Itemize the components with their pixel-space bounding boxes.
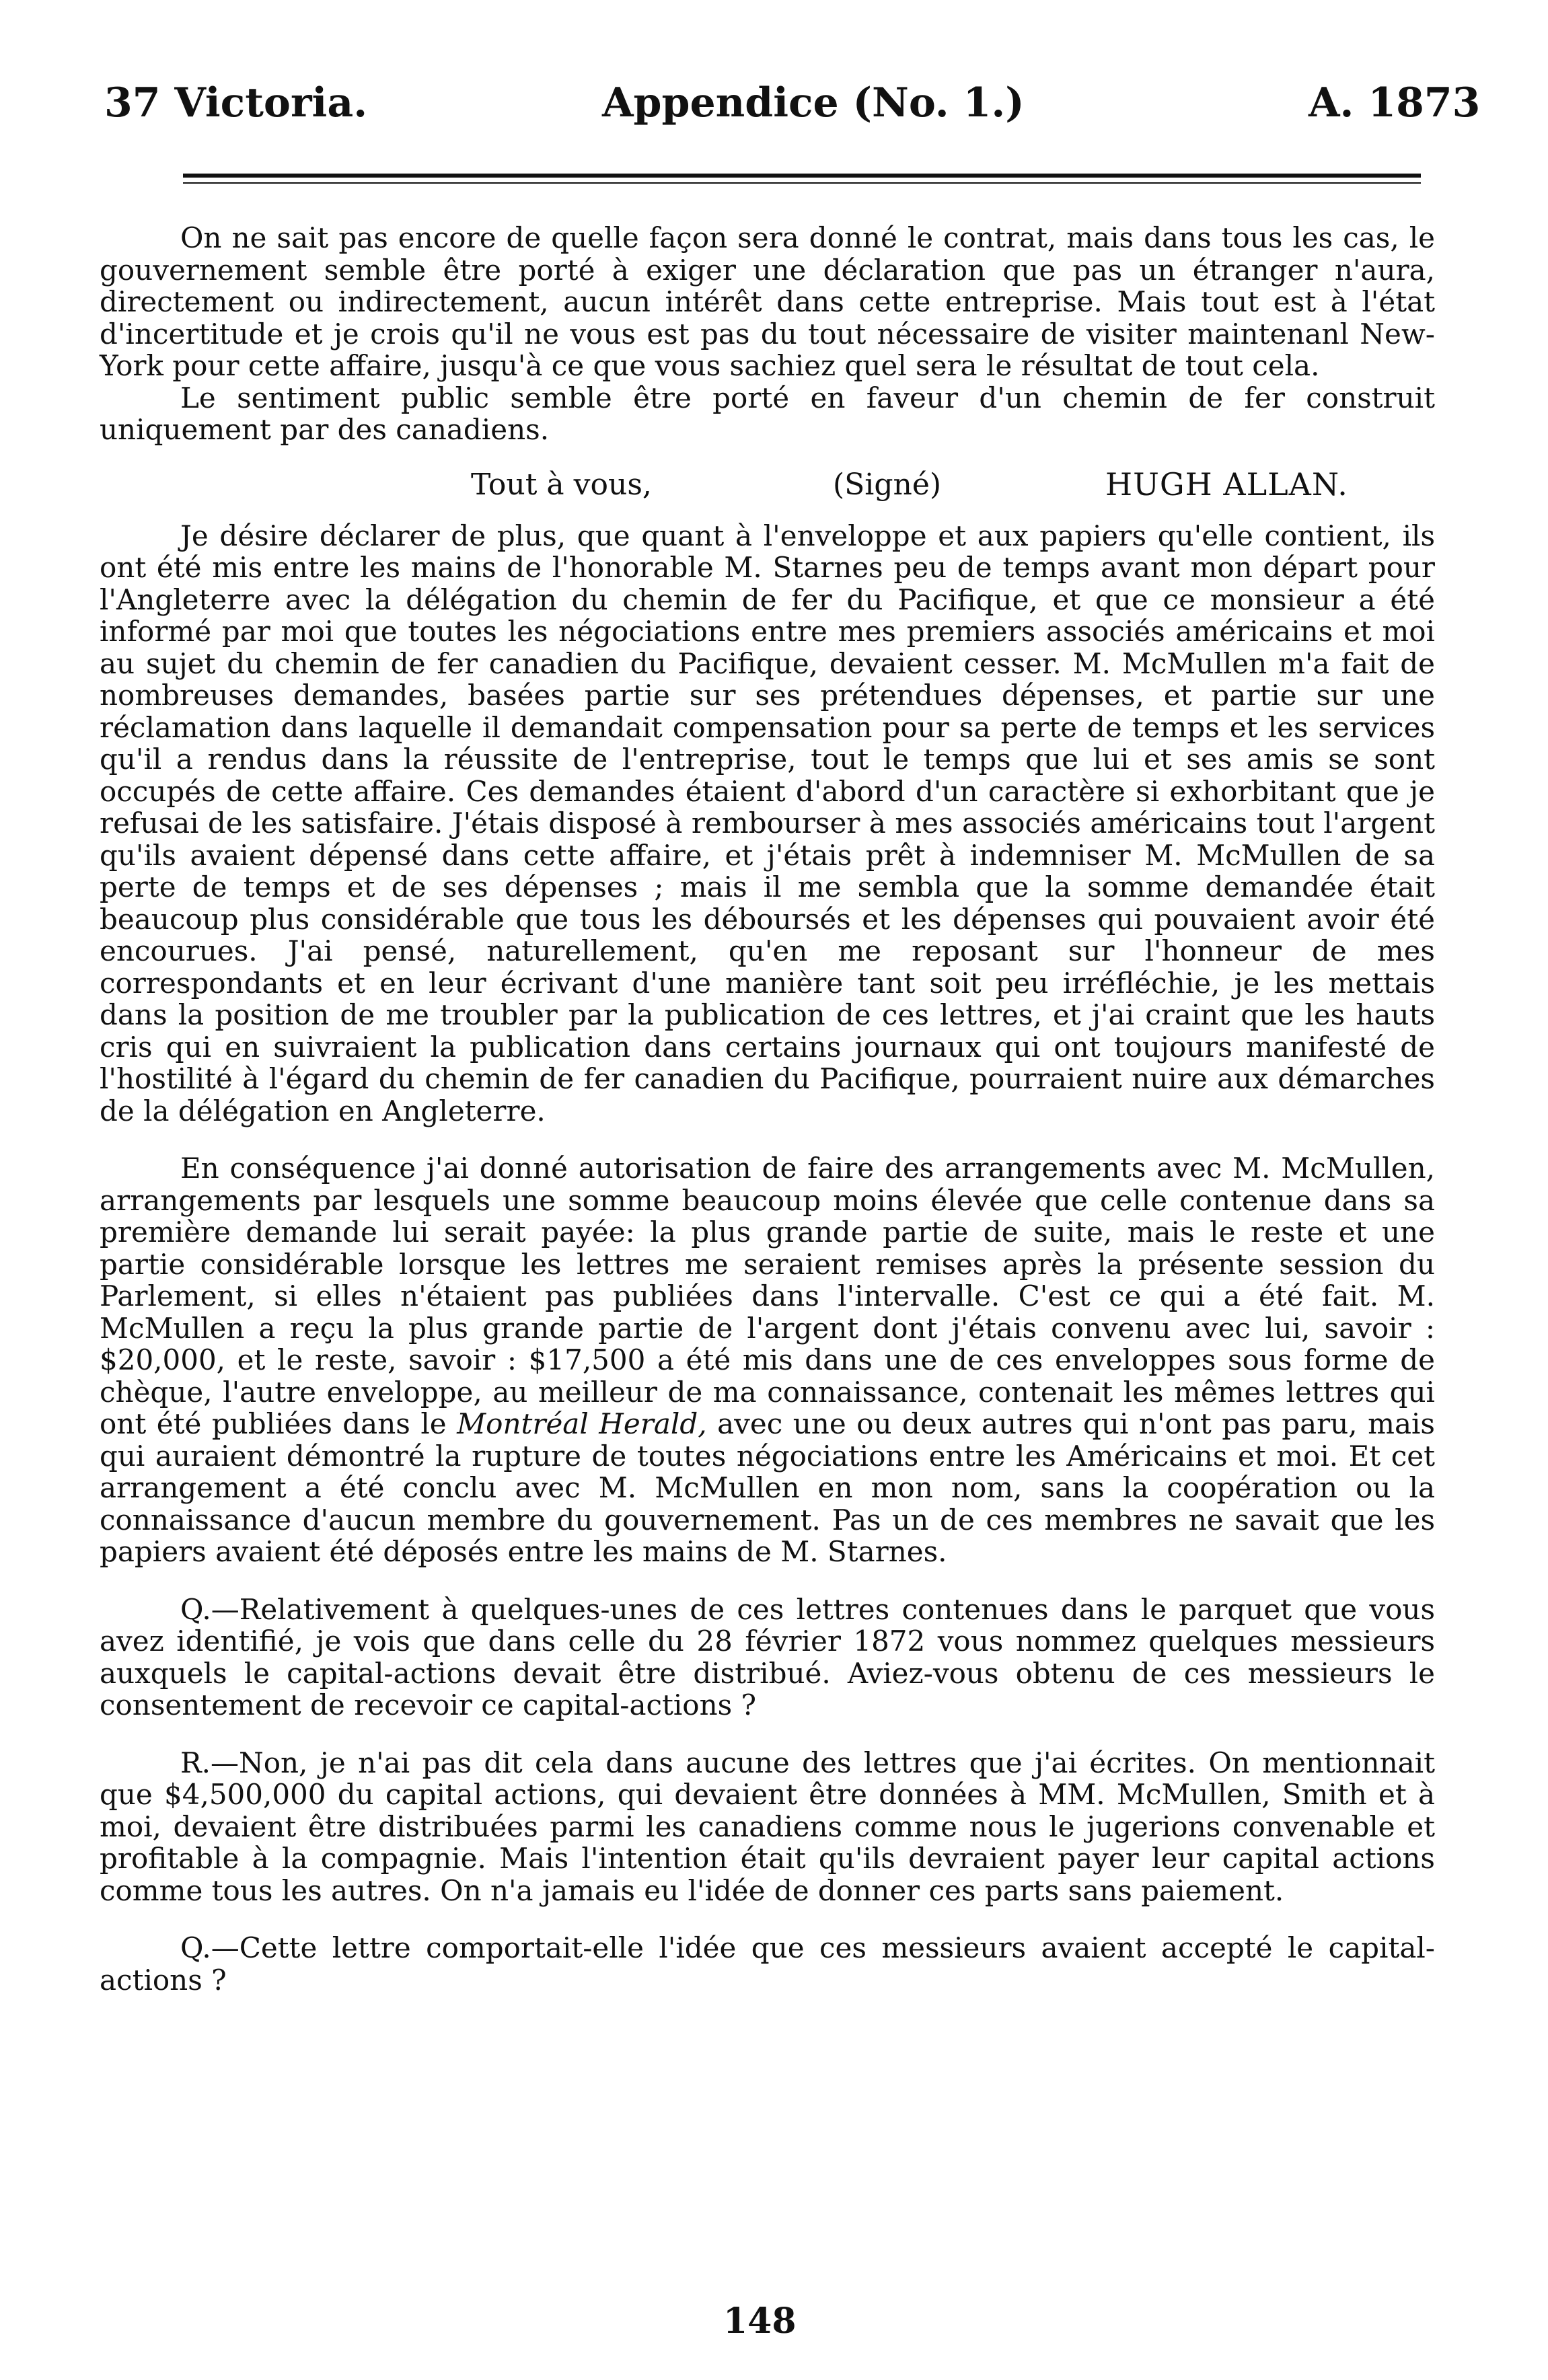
signature-signed: (Signé) [833, 467, 942, 502]
header-appendix: Appendice (No. 1.) [602, 79, 1025, 126]
signature-line [100, 461, 1435, 501]
header-session: 37 Victoria. [104, 79, 368, 126]
letter-paragraph-2: Le sentiment public semble être porté en faveur d'un chemin de fer construit uniquement par des canadiens. [100, 381, 1435, 446]
signature-name: HUGH ALLAN. [1105, 466, 1348, 503]
question-2: Q.—Cette lettre comportait-elle l'idée que ces messieurs avaient accepté le capital-actions ? [100, 1931, 1435, 1997]
signature-closing: Tout à vous, [471, 467, 652, 502]
header-rule-thick [183, 174, 1421, 178]
header-rule-thin [183, 182, 1421, 184]
answer-1: R.—Non, je n'ai pas dit cela dans aucune des lettres que j'ai écrites. On mentionnait que $4,500,000 du capital actions, qui devaient être données à MM. McMullen, Smith et à moi, devaient être distribuées parmi les canadiens comme nous le jugerions convenable et profitable à la compagnie. Mais l'intention était qu'ils devraient payer leur capital actions comme tous les autres. On n'a jamais eu l'idée de donner ces parts sans paiement. [100, 1746, 1435, 1907]
statement-paragraph-2 [100, 1152, 1435, 1568]
statement-paragraph-2-part-a: En conséquence j'ai donné autorisation de faire des arrangements avec M. McMullen, arrangements par lesquels une somme beaucoup moins élevée que celle contenue dans sa première demande lui serait payée: la plus grande partie de suite, mais le reste et une partie considérable lorsque les lettres me seraient remises après la présente session du Parlement, si elles n'étaient pas publiées dans l'intervalle. C'est ce qui a été fait. M. McMullen a reçu la plus grande partie de l'argent dont j'étais convenu avec lui, savoir : $20,000, et le reste, savoir : $17,500 a été mis dans une de ces enveloppes sous forme de chèque, l'autre enveloppe, au meilleur de ma connaissance, contenait les mêmes lettres qui ont été publiées dans le [100, 1152, 1435, 1440]
letter-paragraph-1: On ne sait pas encore de quelle façon sera donné le contrat, mais dans tous les cas, le gouvernement semble être porté à exiger une déclaration que pas un étranger n'aura, directement ou indirectement, aucun intérêt dans cette entreprise. Mais tout est à l'état d'incertitude et je crois qu'il ne vous est pas du tout nécessaire de visiter maintenanl New-York pour cette affaire, jusqu'à ce que vous sachiez quel sera le résultat de tout cela. [100, 221, 1435, 382]
statement-paragraph-2-part-b: avec une ou deux autres qui n'ont pas paru, mais qui auraient démontré la rupture de toutes négociations entre les Américains et moi. Et cet arrangement a été conclu avec M. McMullen en mon nom, sans la coopération ou la connaissance d'aucun membre du gouvernement. Pas un de ces membres ne savait que les papiers avaient été déposés entre les mains de M. Starnes. [100, 1407, 1435, 1568]
newspaper-title: Montréal Herald, [457, 1407, 707, 1440]
running-header [0, 79, 1548, 140]
question-1: Q.—Relativement à quelques-unes de ces lettres contenues dans le parquet que vous avez identifié, je vois que dans celle du 28 février 1872 vous nommez quelques messieurs auxquels le capital-actions devait être distribué. Aviez-vous obtenu de ces messieurs le consentement de recevoir ce capital-actions ? [100, 1592, 1435, 1721]
document-body [100, 222, 1435, 1996]
page-number: 148 [723, 2301, 797, 2342]
header-year: A. 1873 [1309, 79, 1481, 126]
statement-paragraph-1: Je désire déclarer de plus, que quant à l'enveloppe et aux papiers qu'elle contient, ils ont été mis entre les mains de l'honorable M. Starnes peu de temps avant mon départ pour l'Angleterre avec la délégation du chemin de fer du Pacifique, et que ce monsieur a été informé par moi que toutes les négociations entre mes premiers associés américains et moi au sujet du chemin de fer canadien du Pacifique, devaient cesser. M. McMullen m'a fait de nombreuses demandes, basées partie sur ses prétendues dépenses, et partie sur une réclamation dans laquelle il demandait compensation pour sa perte de temps et les services qu'il a rendus dans la réussite de l'entreprise, tout le temps que lui et ses amis se sont occupés de cette affaire. Ces demandes étaient d'abord d'un caractère si exhorbitant que je refusai de les satisfaire. J'étais disposé à rembourser à mes associés américains tout l'argent qu'ils avaient dépensé dans cette affaire, et j'étais prêt à indemniser M. McMullen de sa perte de temps et de ses dépenses ; mais il me sembla que la somme demandée était beaucoup plus considérable que tous les déboursés et les dépenses qui pouvaient avoir été encourues. J'ai pensé, naturellement, qu'en me reposant sur l'honneur de mes correspondants et en leur écrivant d'une manière tant soit peu irréfléchie, je les mettais dans la position de me troubler par la publication de ces lettres, et j'ai craint que les hauts cris qui en suivraient la publication dans certains journaux qui ont toujours manifesté de l'hostilité à l'égard du chemin de fer canadien du Pacifique, pourraient nuire aux démarches de la délégation en Angleterre. [100, 519, 1435, 1127]
